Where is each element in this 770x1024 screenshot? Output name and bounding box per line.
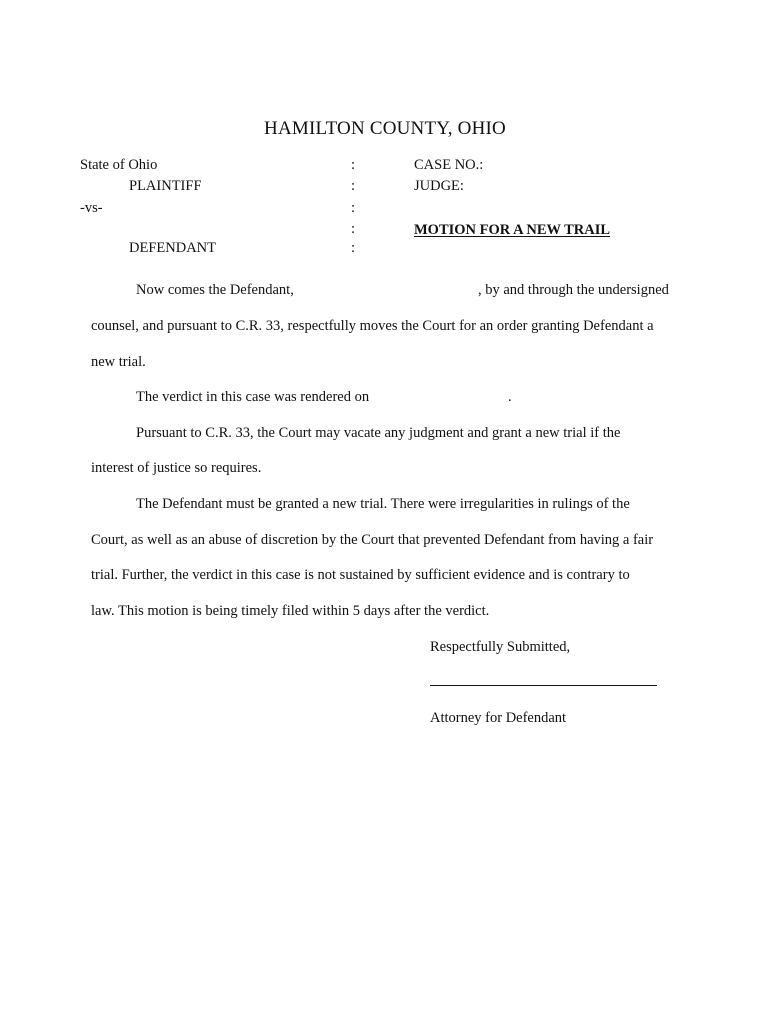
versus-label: -vs-: [80, 200, 103, 216]
signature-line: [430, 685, 657, 686]
paragraph-1-line-2: counsel, and pursuant to C.R. 33, respectfully moves the Court for an order granting Defendant a: [91, 318, 654, 334]
paragraph-1-line-1-start: Now comes the Defendant,: [136, 282, 294, 298]
caption-separator: :: [351, 200, 356, 216]
paragraph-3-line-1: Pursuant to C.R. 33, the Court may vacate any judgment and grant a new trial if the: [136, 425, 621, 441]
case-number-label: CASE NO.:: [414, 157, 484, 173]
paragraph-2-end: .: [508, 389, 512, 405]
paragraph-4-line-3: trial. Further, the verdict in this case is not sustained by sufficient evidence and is contrary to: [91, 567, 630, 583]
caption-separator: :: [351, 178, 356, 194]
caption-separator: :: [351, 221, 356, 237]
paragraph-4-line-1: The Defendant must be granted a new trial. There were irregularities in rulings of the: [136, 496, 630, 512]
signer-role: Attorney for Defendant: [430, 710, 567, 726]
caption-separator: :: [351, 240, 356, 256]
plaintiff-label: PLAINTIFF: [129, 178, 202, 194]
paragraph-1-line-1-end: , by and through the undersigned: [478, 282, 669, 298]
plaintiff-name: State of Ohio: [80, 157, 158, 173]
paragraph-3-line-2: interest of justice so requires.: [91, 460, 262, 476]
paragraph-1-line-3: new trial.: [91, 354, 146, 370]
caption-separator: :: [351, 157, 356, 173]
closing-text: Respectfully Submitted,: [430, 639, 571, 655]
document-title: HAMILTON COUNTY, OHIO: [264, 118, 506, 139]
paragraph-2-start: The verdict in this case was rendered on: [136, 389, 370, 405]
motion-title: MOTION FOR A NEW TRAIL: [414, 222, 611, 238]
paragraph-4-line-4: law. This motion is being timely filed within 5 days after the verdict.: [91, 603, 490, 619]
defendant-label: DEFENDANT: [129, 240, 216, 256]
paragraph-4-line-2: Court, as well as an abuse of discretion by the Court that prevented Defendant from having a fair: [91, 532, 654, 548]
judge-label: JUDGE:: [414, 178, 464, 194]
